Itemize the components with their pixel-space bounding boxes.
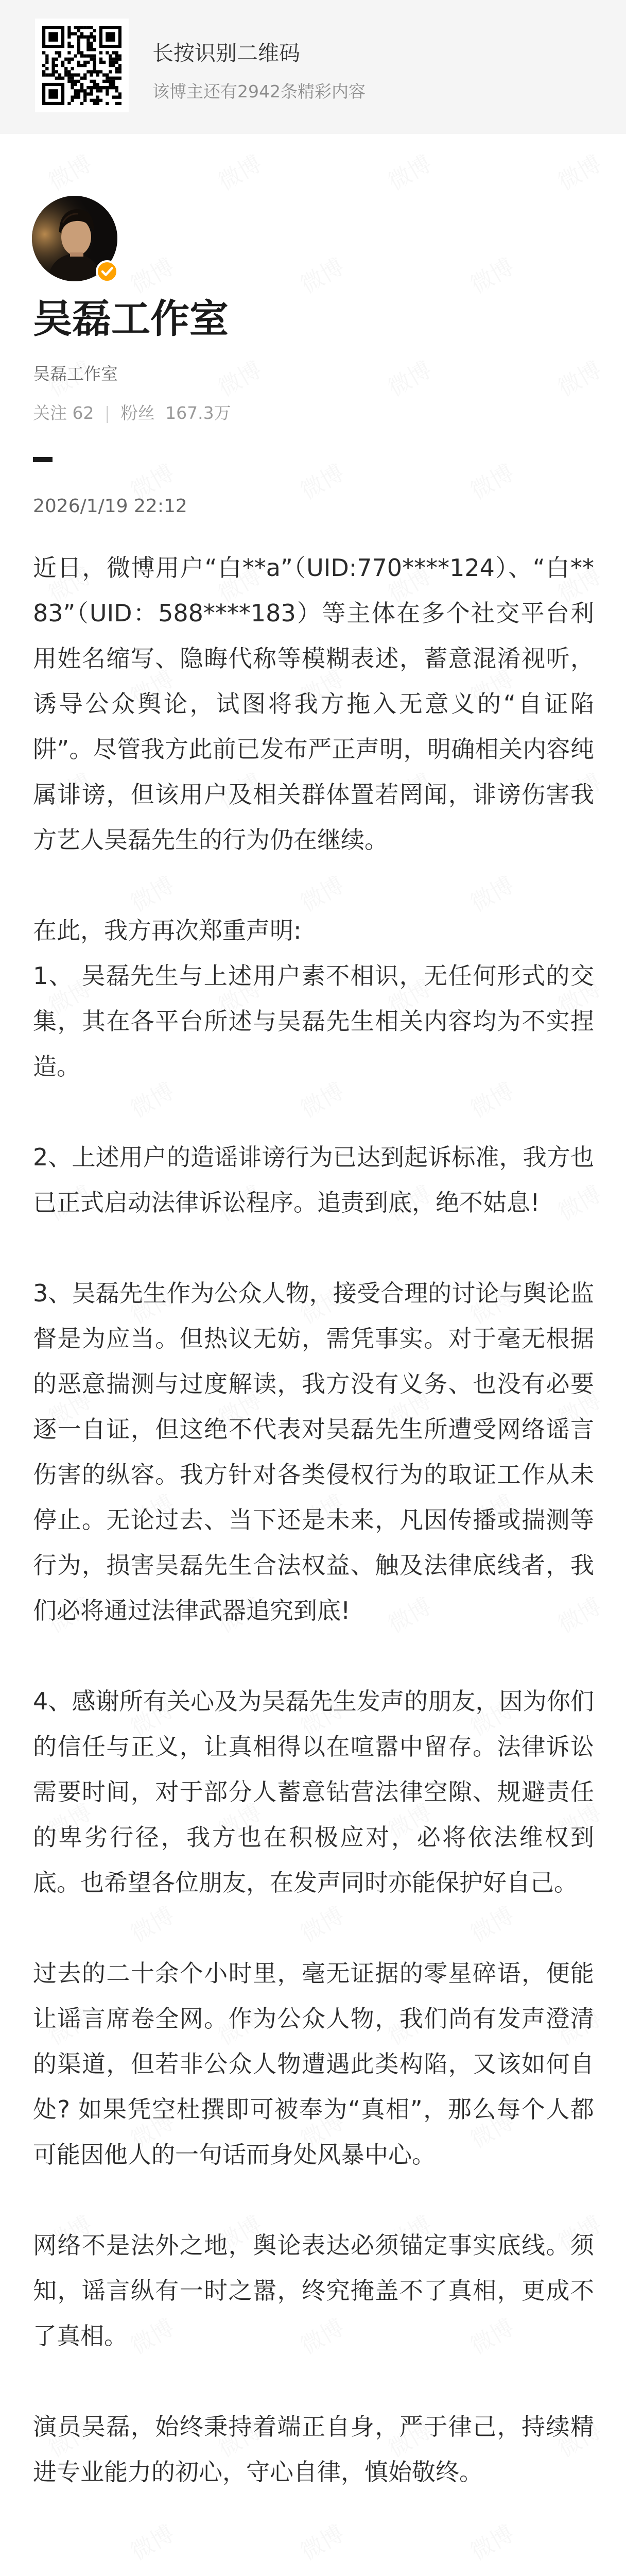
watermark-text: [463, 454, 519, 505]
qr-module: [83, 54, 86, 57]
qr-module: [93, 61, 96, 64]
qr-module: [71, 73, 74, 76]
qr-module: [106, 80, 109, 83]
qr-module: [58, 73, 61, 76]
post-paragraph-1: 近日，微博用户“白**a”（UID:770****124）、“白**83”（UID：588****183）等主体在多个社交平台利用姓名缩写、隐晦代称等模糊表述，蓄意混淆视听，诱导公众舆论，试图将我方拖入无意义的“自证陷阱”。尽管我方此前已发布严正声明，明确相关内容纯属诽谤，但该用户及相关群体置若罔闻，诽谤伤害我方艺人吴磊先生的行为仍在继续。: [33, 554, 594, 854]
qr-module: [51, 73, 55, 76]
qr-module: [67, 51, 71, 54]
qr-module: [80, 83, 83, 86]
qr-module: [115, 102, 118, 105]
qr-module: [67, 102, 71, 105]
qr-module: [90, 54, 93, 57]
qr-module: [93, 39, 96, 42]
qr-module: [90, 58, 93, 61]
qr-module: [71, 86, 74, 89]
qr-module: [118, 92, 121, 95]
qr-module: [90, 35, 93, 38]
qr-module: [115, 70, 118, 73]
qr-module: [83, 61, 86, 64]
qr-module: [74, 54, 77, 57]
qr-module: [71, 58, 74, 61]
qr-module: [115, 89, 118, 92]
qr-module: [61, 61, 64, 64]
qr-module: [77, 45, 80, 48]
qr-module: [99, 86, 102, 89]
qr-module: [99, 99, 102, 102]
qr-module: [45, 67, 48, 70]
qr-module: [83, 99, 86, 102]
qr-module: [55, 70, 58, 73]
qr-module: [51, 67, 55, 70]
qr-module: [93, 54, 96, 57]
qr-module: [67, 61, 71, 64]
qr-module: [86, 48, 90, 51]
qr-module: [109, 80, 112, 83]
qr-module: [55, 51, 58, 54]
qr-module: [118, 96, 121, 99]
qr-module: [106, 102, 109, 105]
qr-module: [83, 92, 86, 95]
qr-module: [115, 54, 118, 57]
qr-module: [67, 73, 71, 76]
post-paragraph-6: 过去的二十余个小时里，毫无证据的零星碎语，便能让谣言席卷全网。作为公众人物，我们尚有发声澄清的渠道，但若非公众人物遭遇此类构陷，又该如何自处? 如果凭空杜撰即可被奉为“真相”，那么每个人都可能因他人的一句话而身处风暴中心。: [33, 1959, 594, 2168]
qr-module: [99, 51, 102, 54]
profile-stats: [33, 400, 231, 424]
qr-module: [74, 89, 77, 92]
qr-module: [45, 61, 48, 64]
top-qr-banner: [0, 0, 626, 134]
qr-module: [86, 92, 90, 95]
qr-module: [74, 96, 77, 99]
qr-module: [80, 89, 83, 92]
qr-module: [86, 61, 90, 64]
qr-module: [45, 58, 48, 61]
qr-module: [90, 42, 93, 45]
qr-module: [86, 70, 90, 73]
qr-module: [102, 86, 106, 89]
qr-module: [115, 86, 118, 89]
post-paragraph-5: 4、感谢所有关心及为吴磊先生发声的朋友，因为你们的信任与正义，让真相得以在喧嚣中留存。法律诉讼需要时间，对于部分人蓄意钻营法律空隙、规避责任的卑劣行径，我方也在积极应对，必将依法维权到底。也希望各位朋友，在发声同时亦能保护好自己。: [33, 1687, 594, 1896]
qr-module: [71, 99, 74, 102]
qr-module: [67, 42, 71, 45]
qr-module: [80, 32, 83, 35]
qr-module: [115, 51, 118, 54]
qr-module: [112, 64, 115, 67]
post-paragraph-7: 网络不是法外之地，舆论表达必须锚定事实底线。须知，谣言纵有一时之嚣，终究掩盖不了真相，更成不了真相。: [33, 2231, 594, 2350]
qr-module: [93, 29, 96, 32]
watermark-text: [124, 2515, 179, 2566]
qr-module: [93, 102, 96, 105]
qr-module: [61, 77, 64, 80]
qr-module: [71, 96, 74, 99]
qr-module: [86, 45, 90, 48]
qr-module: [67, 29, 71, 32]
qr-module: [83, 73, 86, 76]
qr-code-top[interactable]: [35, 19, 129, 112]
qr-module: [93, 99, 96, 102]
qr-module: [67, 58, 71, 61]
qr-module: [96, 99, 99, 102]
qr-module: [67, 45, 71, 48]
watermark-text: [41, 145, 97, 196]
qr-module: [106, 51, 109, 54]
qr-module: [74, 32, 77, 35]
qr-module: [74, 92, 77, 95]
qr-module: [115, 58, 118, 61]
watermark-text: [293, 248, 349, 299]
fans-label: 粉丝: [120, 403, 155, 423]
qr-module: [71, 32, 74, 35]
qr-module: [74, 80, 77, 83]
qr-module: [67, 32, 71, 35]
qr-module: [106, 73, 109, 76]
following-label: 关注: [33, 403, 67, 423]
qr-module: [96, 89, 99, 92]
qr-module: [45, 73, 48, 76]
qr-module: [99, 61, 102, 64]
qr-module: [90, 48, 93, 51]
qr-module: [77, 29, 80, 32]
qr-module: [51, 58, 55, 61]
qr-module: [118, 54, 121, 57]
qr-module: [118, 64, 121, 67]
qr-module: [77, 42, 80, 45]
qr-module: [118, 70, 121, 73]
profile-description: 吴磊工作室: [33, 364, 118, 384]
watermark-text: [551, 145, 606, 196]
qr-module: [67, 70, 71, 73]
qr-module: [93, 70, 96, 73]
qr-code-pattern: [42, 26, 121, 105]
qr-module: [90, 70, 93, 73]
qr-module: [118, 102, 121, 105]
qr-module: [115, 96, 118, 99]
qr-module: [90, 32, 93, 35]
qr-module: [64, 73, 67, 76]
qr-module: [67, 77, 71, 80]
qr-module: [83, 35, 86, 38]
qr-module: [109, 77, 112, 80]
qr-module: [77, 61, 80, 64]
qr-module: [58, 51, 61, 54]
qr-module: [96, 83, 99, 86]
qr-module: [77, 96, 80, 99]
qr-module: [42, 73, 45, 76]
qr-module: [106, 92, 109, 95]
qr-module: [112, 77, 115, 80]
qr-module: [64, 70, 67, 73]
qr-module: [83, 77, 86, 80]
qr-module: [96, 73, 99, 76]
qr-module: [48, 89, 58, 98]
section-divider: [33, 457, 53, 462]
watermark-text: [293, 2515, 349, 2566]
qr-module: [106, 89, 109, 92]
banner-title: 长按识别二维码: [152, 41, 300, 65]
qr-module: [118, 77, 121, 80]
qr-module: [112, 83, 115, 86]
qr-module: [48, 73, 51, 76]
qr-module: [99, 70, 102, 73]
qr-module: [42, 64, 45, 67]
profile-name[interactable]: 吴磊工作室: [33, 296, 229, 342]
watermark-text: [211, 145, 267, 196]
qr-module: [61, 64, 64, 67]
qr-module: [115, 61, 118, 64]
qr-module: [45, 54, 48, 57]
qr-module: [80, 26, 83, 29]
qr-module: [90, 89, 93, 92]
qr-module: [77, 39, 80, 42]
watermark-text: [293, 454, 349, 505]
qr-module: [74, 83, 77, 86]
qr-module: [106, 86, 109, 89]
qr-module: [77, 48, 80, 51]
qr-module: [96, 70, 99, 73]
watermark-text: [551, 351, 606, 402]
qr-module: [55, 77, 58, 80]
watermark-text: [381, 351, 437, 402]
qr-module: [99, 58, 102, 61]
qr-module: [106, 32, 115, 41]
qr-module: [93, 86, 96, 89]
qr-module: [80, 86, 83, 89]
post-paragraph-3: 2、上述用户的造谣诽谤行为已达到起诉标准，我方也已正式启动法律诉讼程序。追责到底，绝不姑息!: [33, 1143, 594, 1216]
qr-module: [74, 26, 77, 29]
qr-module: [109, 61, 112, 64]
qr-module: [51, 61, 55, 64]
qr-module: [109, 58, 112, 61]
watermark-text: [463, 248, 519, 299]
qr-module: [80, 35, 83, 38]
qr-module: [96, 102, 99, 105]
qr-module: [80, 77, 83, 80]
qr-module: [90, 45, 93, 48]
qr-module: [48, 32, 58, 41]
qr-module: [83, 96, 86, 99]
qr-module: [55, 64, 58, 67]
qr-module: [112, 61, 115, 64]
qr-module: [86, 86, 90, 89]
qr-module: [96, 96, 99, 99]
qr-module: [106, 77, 109, 80]
qr-module: [96, 86, 99, 89]
qr-module: [55, 58, 58, 61]
qr-module: [109, 64, 112, 67]
qr-module: [77, 92, 80, 95]
watermark-text: [381, 145, 437, 196]
qr-module: [112, 96, 115, 99]
qr-module: [118, 58, 121, 61]
qr-module: [93, 83, 96, 86]
qr-module: [112, 51, 115, 54]
qr-module: [77, 35, 80, 38]
qr-module: [80, 51, 83, 54]
qr-module: [71, 45, 74, 48]
qr-module: [58, 54, 61, 57]
qr-module: [71, 77, 74, 80]
qr-module: [77, 51, 80, 54]
qr-module: [42, 51, 45, 54]
qr-module: [42, 70, 45, 73]
qr-module: [93, 48, 96, 51]
qr-module: [64, 58, 67, 61]
watermark-text: [211, 351, 267, 402]
qr-module: [51, 64, 55, 67]
qr-module: [112, 80, 115, 83]
stats-divider: |: [105, 403, 111, 423]
qr-module: [77, 64, 80, 67]
qr-module: [90, 26, 93, 29]
qr-module: [67, 35, 71, 38]
watermark-text: [463, 2515, 519, 2566]
qr-module: [51, 70, 55, 73]
fans-count[interactable]: 167.3万: [165, 403, 231, 423]
post-paragraph-4: 3、吴磊先生作为公众人物，接受合理的讨论与舆论监督是为应当。但热议无妨，需凭事实。对于毫无根据的恶意揣测与过度解读，我方没有义务、也没有必要逐一自证，但这绝不代表对吴磊先生所遭受网络谣言伤害的纵容。我方针对各类侵权行为的取证工作从未停止。无论过去、当下还是未来，凡因传播或揣测等行为，损害吴磊先生合法权益、触及法律底线者，我们必将通过法律武器追究到底!: [33, 1279, 594, 1624]
qr-module: [102, 80, 106, 83]
qr-module: [118, 67, 121, 70]
banner-subtitle: 该博主还有2942条精彩内容: [152, 81, 366, 101]
qr-module: [64, 67, 67, 70]
post-date: 2026/1/19 22:12: [33, 496, 187, 517]
qr-module: [109, 86, 112, 89]
qr-module: [99, 89, 102, 92]
qr-module: [93, 67, 96, 70]
qr-module: [93, 64, 96, 67]
qr-module: [83, 64, 86, 67]
qr-module: [86, 39, 90, 42]
qr-module: [93, 58, 96, 61]
post-paragraph-8: 演员吴磊，始终秉持着端正自身，严于律己，持续精进专业能力的初心，守心自律，慎始敬终。: [33, 2413, 594, 2486]
qr-module: [71, 83, 74, 86]
qr-module: [77, 26, 80, 29]
qr-module: [86, 54, 90, 57]
verified-badge-icon: [96, 260, 118, 283]
qr-module: [86, 26, 90, 29]
qr-module: [90, 73, 93, 76]
qr-module: [77, 73, 80, 76]
qr-module: [83, 89, 86, 92]
qr-module: [86, 42, 90, 45]
qr-module: [115, 77, 118, 80]
qr-module: [77, 89, 80, 92]
qr-module: [77, 80, 80, 83]
qr-module: [109, 83, 112, 86]
qr-module: [112, 58, 115, 61]
qr-module: [90, 86, 93, 89]
qr-module: [80, 54, 83, 57]
qr-module: [67, 80, 71, 83]
qr-module: [74, 73, 77, 76]
following-count[interactable]: 62: [72, 403, 94, 423]
qr-module: [93, 80, 96, 83]
qr-module: [80, 102, 83, 105]
qr-module: [71, 67, 74, 70]
post-content: [33, 545, 594, 2495]
qr-module: [83, 26, 86, 29]
qr-module: [90, 99, 93, 102]
qr-module: [80, 64, 83, 67]
qr-module: [102, 73, 106, 76]
qr-module: [112, 86, 115, 89]
qr-module: [67, 26, 71, 29]
qr-module: [58, 77, 61, 80]
qr-module: [102, 61, 106, 64]
qr-module: [109, 70, 112, 73]
post-paragraph-2: 在此，我方再次郑重声明: 1、 吴磊先生与上述用户素不相识，无任何形式的交集，其在各平台所述与吴磊先生相关内容均为不实捏造。: [33, 917, 594, 1080]
qr-module: [71, 80, 74, 83]
qr-module: [90, 92, 93, 95]
qr-module: [93, 35, 96, 38]
qr-module: [86, 35, 90, 38]
qr-module: [115, 67, 118, 70]
qr-module: [90, 80, 93, 83]
qr-module: [109, 54, 112, 57]
